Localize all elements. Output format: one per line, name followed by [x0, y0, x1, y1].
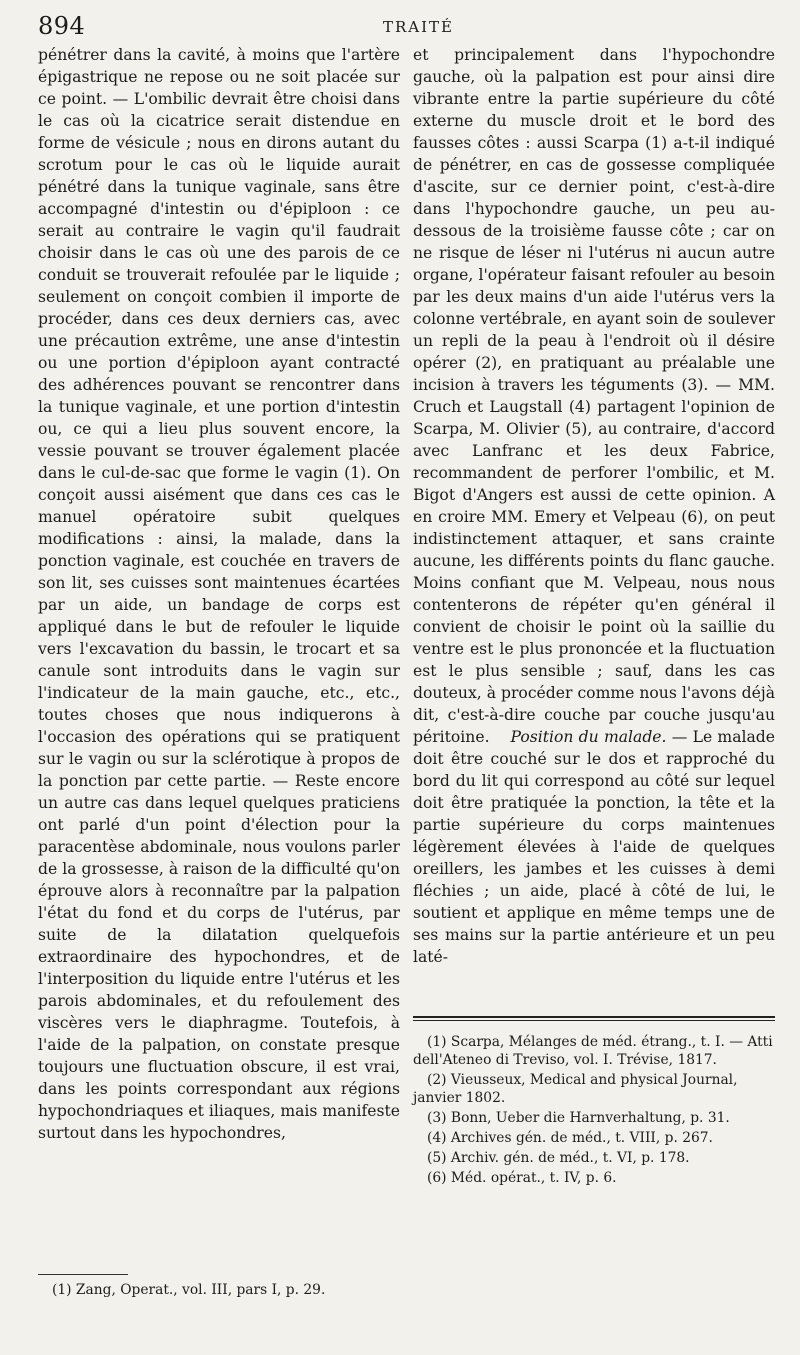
footnote-item: (6) Méd. opérat., t. IV, p. 6.: [427, 1170, 617, 1186]
section-title: Position du malade.: [510, 728, 667, 746]
left-footnote: (1) Zang, Operat., vol. III, pars I, p. 29.: [52, 1282, 326, 1298]
footnote-item: (1) Scarpa, Mélanges de méd. étrang., t. I. — Atti dell'Ateneo di Treviso, vol. I. Trévise, 1817.: [413, 1034, 773, 1068]
footnote-rule: [38, 1274, 128, 1275]
right-body-text: [413, 44, 775, 968]
left-footnotes: [38, 1274, 400, 1301]
page-header: [38, 12, 768, 42]
running-head: TRAITÉ: [383, 18, 455, 36]
footnote-rule-thin: [413, 1020, 775, 1021]
right-body-main: et principalement dans l'hypochondre gauche, où la palpation est pour ainsi dire vibrante entre la partie supérieure du côté externe du muscle droit et le bord des fausses côtes : aussi Scarpa (1) a-t-il indiqué de pénétrer, en cas de gossesse compliquée d'ascite, sur ce dernier point, c'est-à-dire dans l'hypochondre gauche, un peu au-dessous de la troisième fausse côte ; car on ne risque de léser ni l'utérus ni aucun autre organe, l'opérateur faisant refouler au besoin par les deux mains d'un aide l'utérus vers la colonne vertébrale, en ayant soin de soulever un repli de la peau à l'endroit où il désire opérer (2), en pratiquant au préalable une incision à travers les téguments (3). — MM. Cruch et Laugstall (4) partagent l'opinion de Scarpa, M. Olivier (5), au contraire, d'accord avec Lanfranc et les deux Fabrice, recommandent de perforer l'ombilic, et M. Bigot d'Angers est aussi de cette opinion. A en croire MM. Emery et Velpeau (6), on peut indistinctement attaquer, et sans crainte aucune, les différents points du flanc gauche. Moins confiant que M. Velpeau, nous nous contenterons de répéter qu'en général il convient de choisir le point où la saillie du ventre est le plus prononcée et la fluctuation est le plus sensible ; sauf, dans les cas douteux, à procéder comme nous l'avons déjà dit, c'est-à-dire couche par couche jusqu'au péritoine.: [413, 46, 775, 746]
right-column: [413, 44, 775, 966]
footnote-item: (4) Archives gén. de méd., t. VIII, p. 267.: [427, 1130, 713, 1146]
right-footnotes: [413, 1016, 775, 1189]
page-number: 894: [38, 12, 86, 40]
left-column: [38, 44, 400, 1204]
footnote-item: (2) Vieusseux, Medical and physical Journal, janvier 1802.: [413, 1072, 738, 1106]
footnote-rule-thick: [413, 1016, 775, 1018]
footnote-item: (3) Bonn, Ueber die Harnverhaltung, p. 31.: [427, 1110, 730, 1126]
section-body: — Le malade doit être couché sur le dos et rapproché du bord du lit qui correspond au côté sur lequel doit être pratiquée la ponction, la tête et la partie supérieure du corps maintenues légèrement élevées à l'aide de quelques oreillers, les jambes et les cuisses à demi fléchies ; un aide, placé à côté de lui, le soutient et applique en même temps une de ses mains sur la partie antérieure et un peu laté-: [413, 728, 775, 966]
left-body-text: pénétrer dans la cavité, à moins que l'artère épigastrique ne repose ou ne soit placée sur ce point. — L'ombilic devrait être choisi dans le cas où la cicatrice serait distendue en forme de vésicule ; nous en dirons autant du scrotum pour le cas où le liquide aurait pénétré dans la tunique vaginale, sans être accompagné d'intestin ou d'épiploon : ce serait au contraire le vagin qu'il faudrait choisir dans le cas où une des parois de ce conduit se trouverait refoulée par le liquide ; seulement on conçoit combien il importe de procéder, dans ces deux derniers cas, avec une précaution extrême, une anse d'intestin ou une portion d'épiploon ayant contracté des adhérences pouvant se rencontrer dans la tunique vaginale, et une portion d'intestin ou, ce qui a lieu plus souvent encore, la vessie pouvant se trouver également placée dans le cul-de-sac que forme le vagin (1). On conçoit aussi aisément que dans ces cas le manuel opératoire subit quelques modifications : ainsi, la malade, dans la ponction vaginale, est couchée en travers de son lit, ses cuisses sont maintenues écartées par un aide, un bandage de corps est appliqué dans le but de refouler le liquide vers l'excavation du bassin, le trocart et sa canule sont introduits dans le vagin sur l'indicateur de la main gauche, etc., etc., toutes choses que nous indiquerons à l'occasion des opérations qui se pratiquent sur le vagin ou sur la sclérotique à propos de la ponction par cette partie. — Reste encore un autre cas dans lequel quelques praticiens ont parlé d'un point d'élection pour la paracentèse abdominale, nous voulons parler de la grossesse, à raison de la difficulté qu'on éprouve alors à reconnaître par la palpation l'état du fond et du corps de l'utérus, par suite de la dilatation quelquefois extraordinaire des hypochondres, et de l'interposition du liquide entre l'utérus et les parois abdominales, et du refoulement des viscères vers le diaphragme. Toutefois, à l'aide de la palpation, on constate presque toujours une fluctuation obscure, il est vrai, dans les points correspondant aux régions hypochondriaques et iliaques, mais manifeste surtout dans les hypochondres,: [38, 46, 400, 1142]
footnote-item: (5) Archiv. gén. de méd., t. VI, p. 178.: [427, 1150, 690, 1166]
